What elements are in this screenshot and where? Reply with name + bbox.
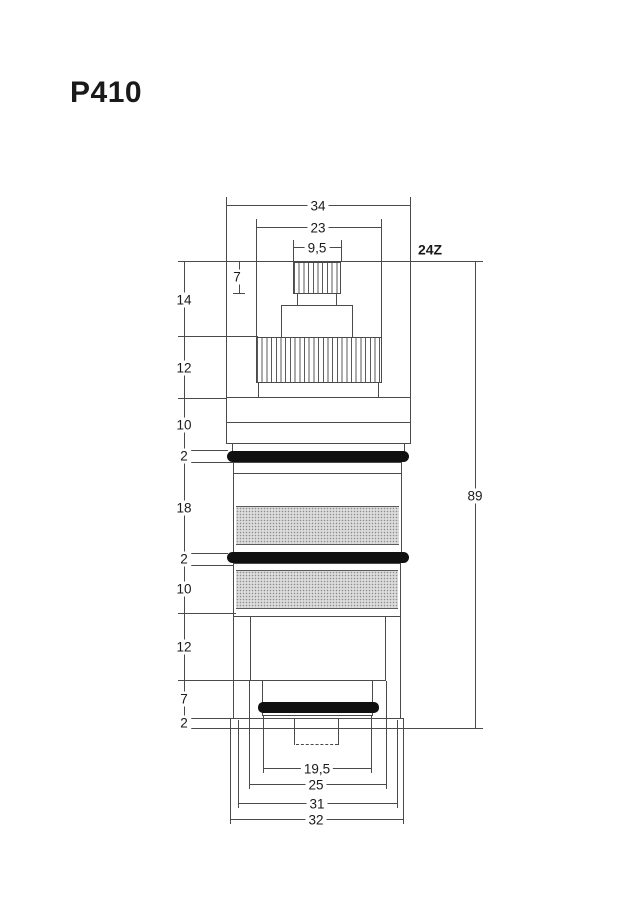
left-dim-12a: 12 <box>173 361 194 376</box>
bottom-seal <box>258 702 379 713</box>
ext-line-195-right <box>371 715 372 773</box>
ext-line-34-left <box>226 197 227 397</box>
left-dim-chain-line <box>184 262 185 729</box>
ext-line-31-right <box>397 720 398 808</box>
ext-line-95-right <box>341 240 342 262</box>
dim-label-32: 32 <box>305 813 326 828</box>
dim-label-34: 34 <box>307 199 328 214</box>
left-dim-2b: 2 <box>177 552 191 567</box>
flange-split-line <box>226 422 411 423</box>
bottom-tab-left-edge <box>294 718 295 745</box>
left-dim-14: 14 <box>173 293 194 308</box>
ext-line-25-left <box>249 681 250 789</box>
spline-collar <box>256 337 382 383</box>
o-ring-upper <box>227 451 409 462</box>
ext-line-25-right <box>386 681 387 789</box>
dim-label-31: 31 <box>306 797 327 812</box>
boundary-line-718 <box>178 718 381 719</box>
ext-line-31-left <box>238 720 239 808</box>
dim-label-195: 19,5 <box>301 762 333 777</box>
lower-filter-band <box>236 570 398 609</box>
ext-line-195-left <box>263 715 264 773</box>
upper-block <box>281 305 353 338</box>
boundary-line-680 <box>178 680 251 681</box>
top-spline-stem <box>293 262 341 294</box>
bottom-tab-hidden-edge <box>296 744 338 745</box>
left-dim-7: 7 <box>177 692 191 707</box>
dim-label-95: 9,5 <box>305 241 330 256</box>
dim-label-23: 23 <box>307 221 328 236</box>
left-dim-2c: 2 <box>177 716 191 731</box>
collar-base <box>258 382 379 398</box>
upper-body-step-line <box>233 473 402 474</box>
ext-line-34-right <box>410 197 411 397</box>
dim-label-7-stem: 7 <box>230 270 244 285</box>
left-dim-12b: 12 <box>173 640 194 655</box>
boundary-line-613 <box>178 613 236 614</box>
boundary-line-398 <box>178 398 227 399</box>
left-dim-18: 18 <box>173 501 194 516</box>
ext-line-32-right <box>403 720 404 824</box>
top-datum-line <box>178 261 483 262</box>
bottom-datum-right <box>399 728 483 729</box>
drawing-title: P410 <box>70 76 143 109</box>
upper-filter-band <box>236 506 399 545</box>
spline-spec-label: 24Z <box>415 243 445 258</box>
dim-label-89: 89 <box>464 489 485 504</box>
left-dim-10a: 10 <box>173 418 194 433</box>
inner-chamber <box>250 616 386 681</box>
ext-line-23-right <box>381 219 382 337</box>
ext-line-95-left <box>293 240 294 262</box>
bottom-tab-right-edge <box>338 718 339 745</box>
left-dim-2a: 2 <box>177 449 191 464</box>
dim-label-25: 25 <box>305 778 326 793</box>
o-ring-lower <box>227 552 409 563</box>
top-flange <box>226 397 411 444</box>
boundary-line-336 <box>178 336 258 337</box>
left-dim-10b: 10 <box>173 582 194 597</box>
ext-line-32-left <box>230 720 231 824</box>
boundary-line-728-left <box>178 728 294 729</box>
ext-line-23-left <box>256 219 257 337</box>
tick-7-stem <box>233 293 245 294</box>
